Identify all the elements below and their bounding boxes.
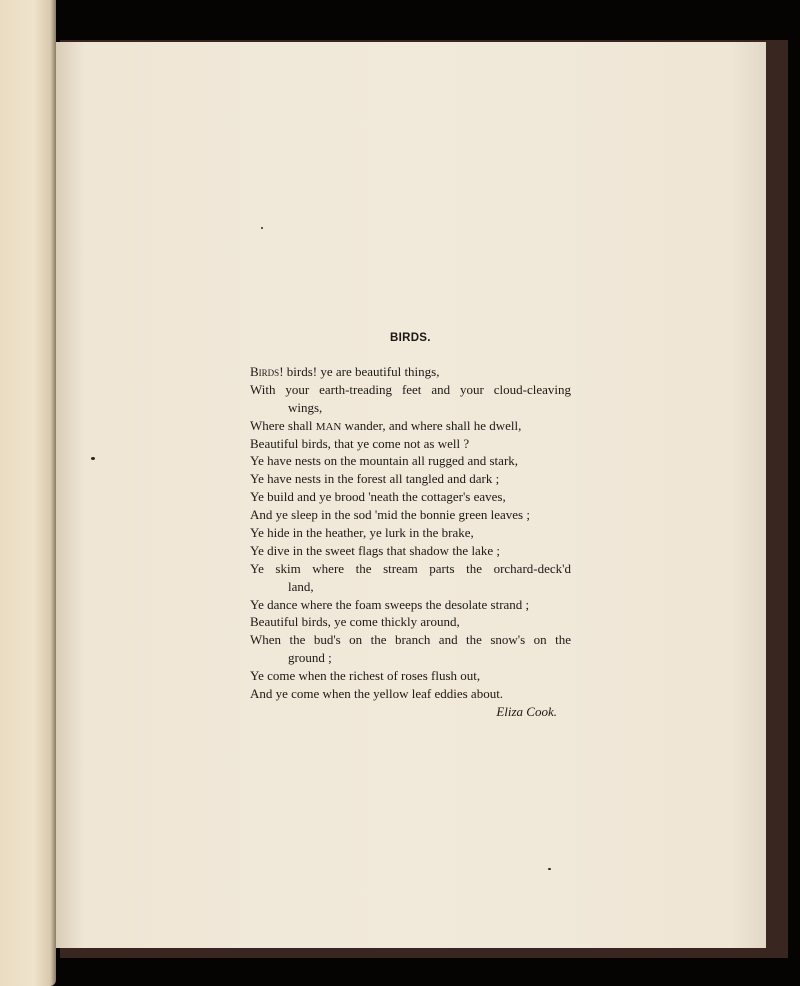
poem-line: Beautiful birds, ye come thickly around,	[250, 614, 460, 630]
poem-line: ground ;	[288, 650, 332, 666]
poem-line: And ye sleep in the sod 'mid the bonnie green leaves ;	[250, 507, 530, 523]
poem-line: Ye have nests in the forest all tangled and dark ;	[250, 471, 500, 487]
page-speck	[261, 227, 263, 229]
poem-line: Ye dive in the sweet flags that shadow the lake ;	[250, 542, 500, 558]
page-speck	[548, 868, 551, 870]
page-speck	[91, 457, 95, 460]
poem-line: Ye have nests on the mountain all rugged and stark,	[250, 453, 519, 469]
poem-line: With your earth-treading feet and your cloud-cleaving	[250, 381, 571, 397]
poem-line: Ye skim where the stream parts the orchard-deck'd	[250, 560, 571, 576]
poem-line: land,	[288, 578, 314, 594]
poem-author: Eliza Cook.	[496, 703, 557, 719]
poem-line: And ye come when the yellow leaf eddies about.	[250, 686, 504, 702]
poem-line: Ye hide in the heather, ye lurk in the brake,	[250, 525, 474, 541]
poem-line: When the bud's on the branch and the snow's on the	[250, 632, 571, 648]
left-page-edge	[0, 0, 56, 986]
poem-line: Where shall MAN wander, and where shall he dwell,	[250, 417, 522, 433]
poem-line: Ye come when the richest of roses flush out,	[250, 668, 481, 684]
poem-line: wings,	[288, 399, 323, 415]
poem-line: Ye build and ye brood 'neath the cottager's eaves,	[250, 489, 506, 505]
poem-line: Ye dance where the foam sweeps the desolate strand ;	[250, 596, 530, 612]
poem-title: BIRDS.	[390, 332, 431, 344]
poem-body	[250, 363, 571, 721]
poem-line: Birds! birds! ye are beautiful things,	[250, 364, 440, 379]
poem-first-word: Birds	[250, 364, 280, 379]
poem-line: Beautiful birds, that ye come not as well ?	[250, 435, 470, 451]
